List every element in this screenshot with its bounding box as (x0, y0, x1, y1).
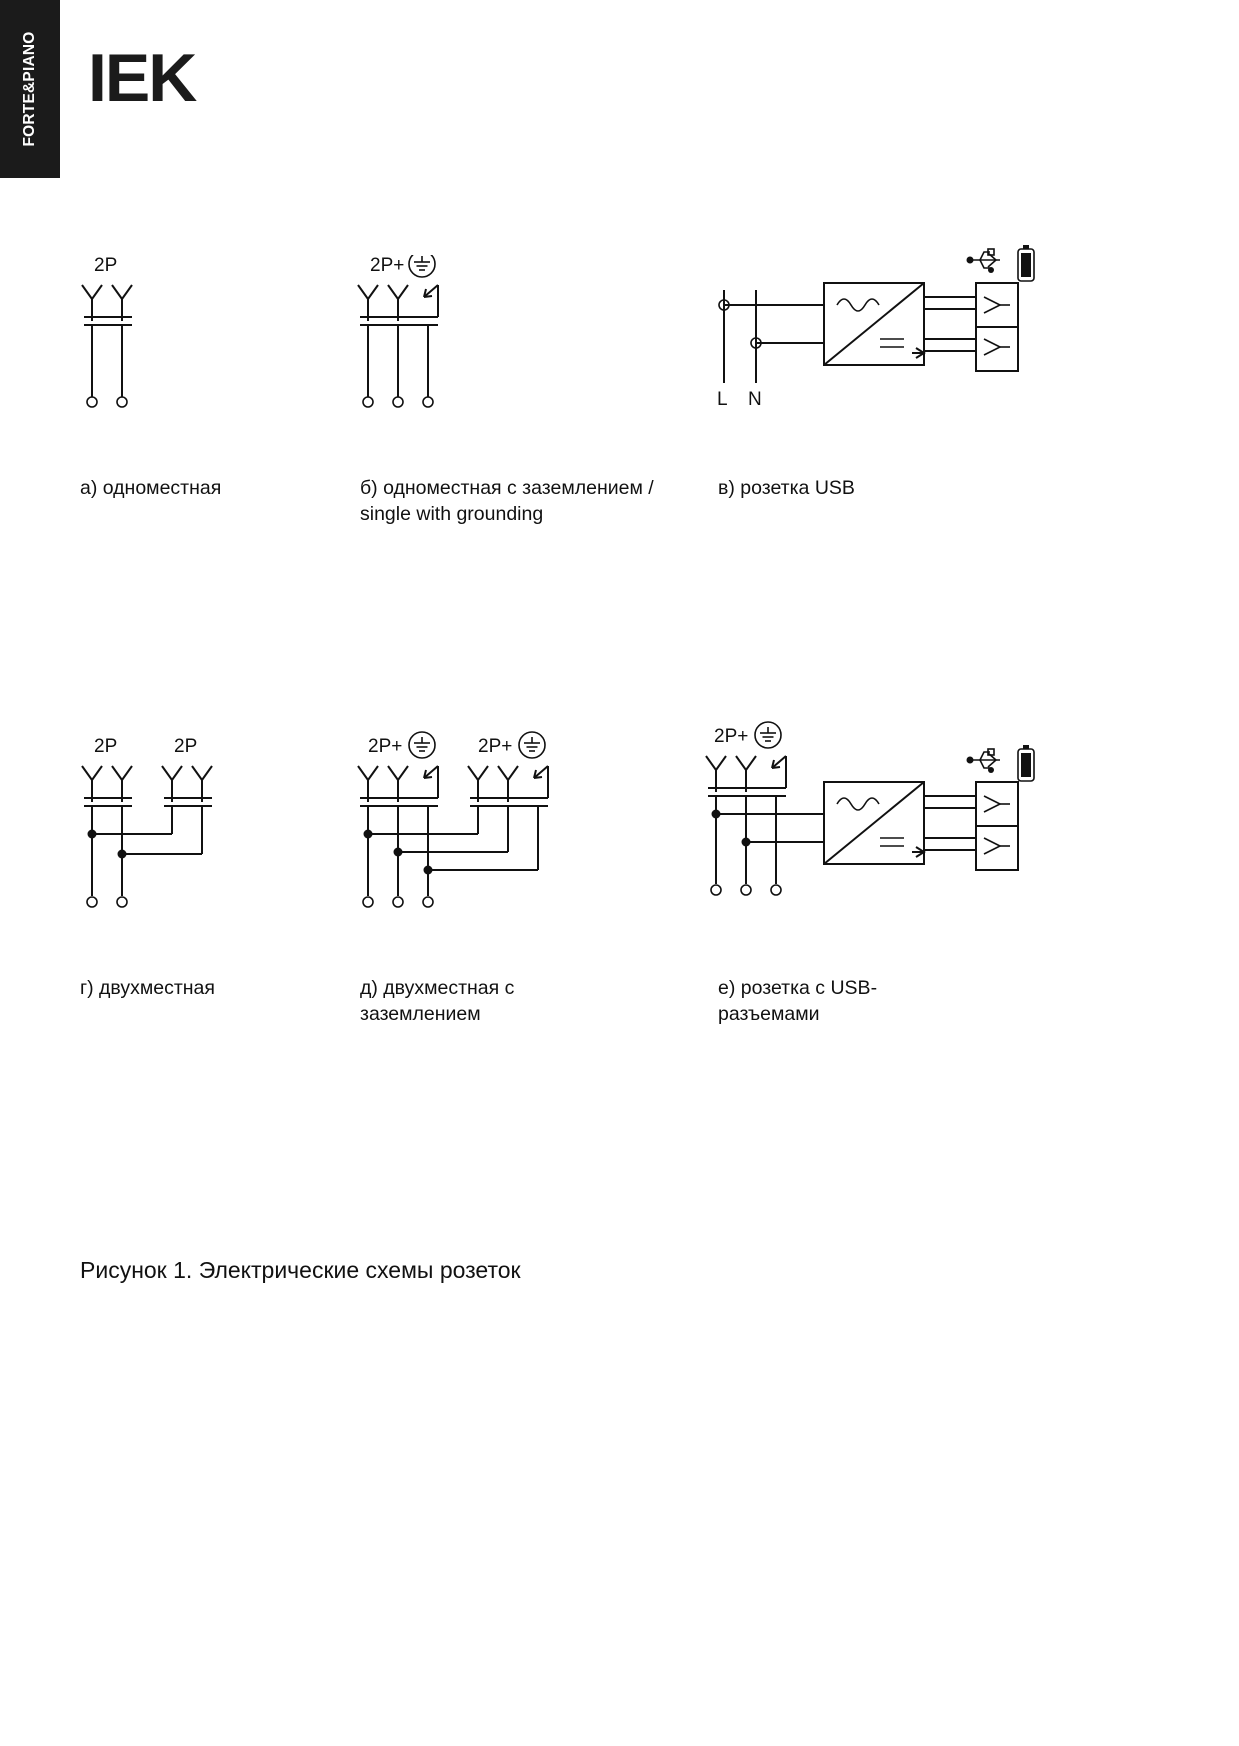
terminal-label-n: N (748, 389, 762, 410)
schematic-single-socket-svg (60, 255, 290, 455)
figure-title: Рисунок 1. Электрические схемы розеток (80, 1257, 521, 1283)
pole-label-2p-ground: 2P+ (370, 255, 405, 276)
pole-label-2p: 2P (94, 255, 118, 276)
battery-icon (1018, 245, 1034, 281)
schematic-usb-socket (700, 235, 1080, 435)
schematic-socket-with-usb (700, 720, 1080, 940)
caption-d: д) двухместная с заземлением (360, 977, 515, 1025)
pole-label-2p-ground-right: 2P+ (478, 736, 513, 757)
brand-vertical-label: FORTE&PIANO (21, 31, 38, 147)
schematic-double-socket (60, 730, 320, 960)
usb-icon (967, 249, 1001, 273)
usb-icon (967, 749, 1001, 773)
schematic-socket-with-usb-svg (700, 720, 1080, 940)
schematic-single-socket-grounded (350, 255, 610, 455)
terminal-label-l: L (717, 389, 728, 410)
schematic-single-socket (60, 255, 290, 455)
schematic-double-socket-grounded (350, 730, 650, 960)
caption-a: а) одноместная (80, 477, 222, 499)
pole-label-2p-ground-usb: 2P+ (714, 726, 749, 747)
schematic-single-socket-grounded-svg (350, 255, 610, 455)
pole-label-2p-ground-left: 2P+ (368, 736, 403, 757)
caption-e: е) розетка с USB- разъемами (718, 977, 878, 1025)
caption-v: в) розетка USB (718, 477, 855, 499)
pole-label-2p-left: 2P (94, 736, 118, 757)
battery-icon (1018, 745, 1034, 781)
schematic-double-socket-svg (60, 730, 320, 960)
caption-g: г) двухместная (80, 977, 215, 999)
pole-label-2p-right: 2P (174, 736, 198, 757)
schematic-double-socket-grounded-svg (350, 730, 650, 960)
schematic-usb-socket-svg (700, 235, 1080, 435)
caption-b: б) одноместная с заземлением / single with grounding (360, 477, 654, 525)
iek-logo: IEK (88, 40, 196, 116)
